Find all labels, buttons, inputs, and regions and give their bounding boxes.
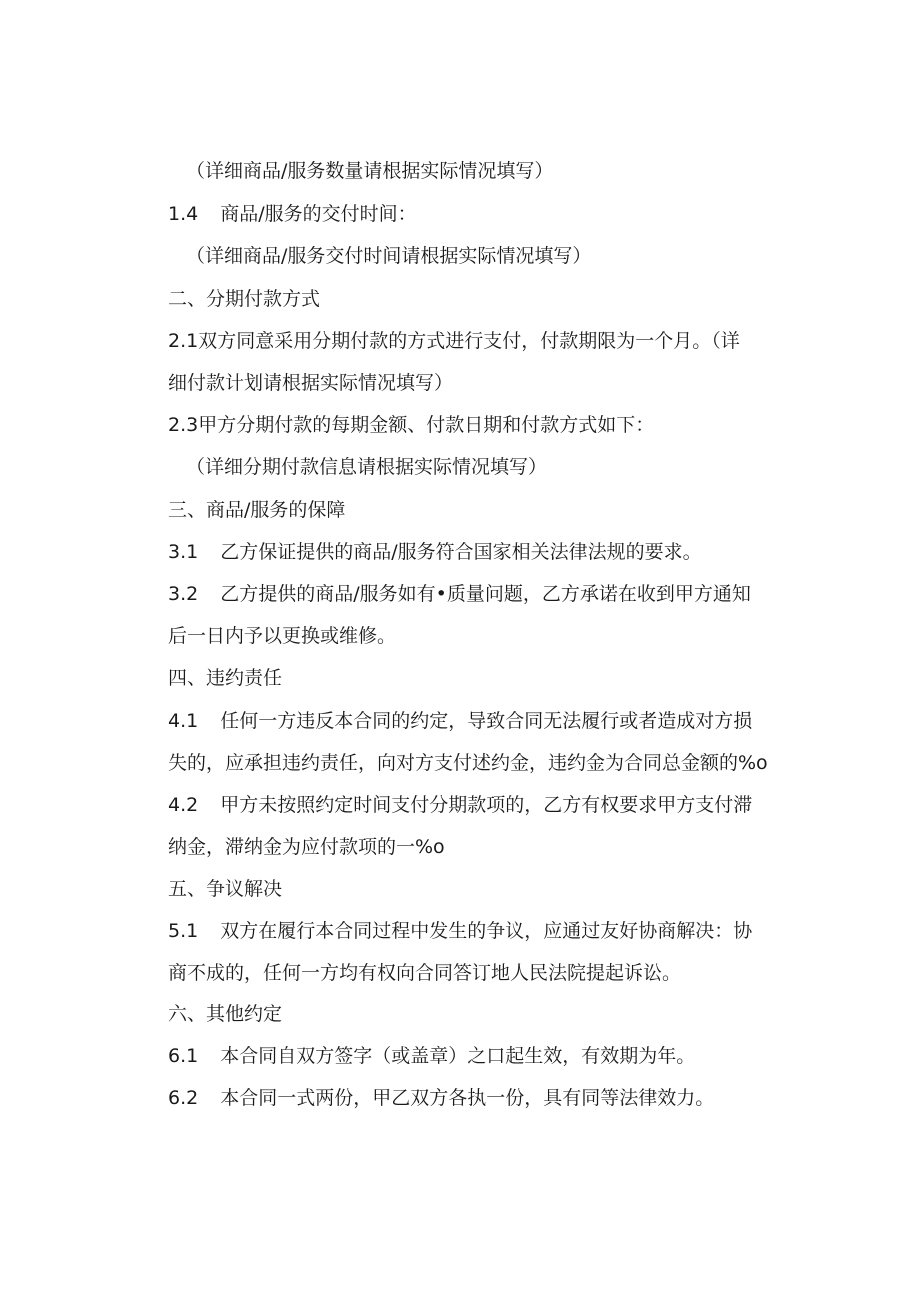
clause-text: 双方在履行本合同过程中发生的争议，应通过友好协商解决：协 — [220, 920, 753, 942]
clause-text: 本合同一式两份，甲乙双方各执一份，具有同等法律效力。 — [220, 1087, 715, 1109]
clause-6-2 — [168, 1085, 714, 1111]
clause-number: 4.1 — [168, 710, 199, 732]
clause-4-1-line2: 失的，应承担违约责任，向对方支付述约金，违约金为合同总金额的%o — [168, 752, 768, 774]
section-heading-5: 五、争议解决 — [168, 878, 283, 900]
clause-number: 6.2 — [168, 1087, 199, 1109]
section-heading-4: 四、违约责任 — [168, 667, 283, 689]
clause-5-1-line2: 商不成的，任何一方均有权向合同答订地人民法院提起诉讼。 — [168, 962, 682, 984]
note-delivery-time: （详细商品/服务交付时间请根据实际情况填写） — [186, 245, 592, 267]
section-heading-6: 六、其他约定 — [168, 1003, 283, 1025]
clause-5-1-line1 — [168, 918, 752, 944]
clause-text: 商品/服务的交付时间： — [220, 203, 417, 225]
clause-3-1 — [168, 539, 702, 565]
clause-number: 3.1 — [168, 541, 199, 563]
clause-2-3: 2.3甲方分期付款的每期金额、付款日期和付款方式如下： — [168, 414, 655, 436]
clause-text: 乙方提供的商品/服务如有•质量问题，乙方承诺在收到甲方通知 — [220, 583, 751, 605]
clause-number: 4.2 — [168, 794, 199, 816]
clause-number: 1.4 — [168, 203, 199, 225]
clause-3-2-line2: 后一日内予以更换或维修。 — [168, 625, 397, 647]
clause-4-1-line1 — [168, 708, 752, 734]
clause-2-1-line1: 2.1双方同意采用分期付款的方式进行支付，付款期限为一个月。（详 — [168, 330, 740, 352]
clause-text: 本合同自双方签字（或盖章）之口起生效，有效期为年。 — [220, 1045, 696, 1067]
clause-number: 6.1 — [168, 1045, 199, 1067]
clause-text: 乙方保证提供的商品/服务符合国家相关法律法规的要求。 — [220, 541, 702, 563]
clause-1-4 — [168, 201, 417, 227]
clause-number: 5.1 — [168, 920, 199, 942]
note-installment: （详细分期付款信息请根据实际情况填写） — [186, 456, 548, 478]
clause-3-2-line1 — [168, 581, 751, 607]
clause-text: 甲方未按照约定时间支付分期款项的，乙方有权要求甲方支付滞 — [220, 794, 753, 816]
section-heading-2: 二、分期付款方式 — [168, 288, 321, 310]
clause-6-1 — [168, 1043, 695, 1069]
section-heading-3: 三、商品/服务的保障 — [168, 499, 346, 521]
clause-4-2-line1 — [168, 792, 752, 818]
clause-text: 任何一方违反本合同的约定，导致合同无法履行或者造成对方损 — [220, 710, 753, 732]
note-quantity: （详细商品/服务数量请根据实际情况填写） — [186, 160, 554, 182]
clause-4-2-line2: 纳金，滞纳金为应付款项的一%o — [168, 836, 445, 858]
clause-number: 3.2 — [168, 583, 199, 605]
clause-2-1-line2: 细付款计划请根据实际情况填写） — [168, 372, 454, 394]
